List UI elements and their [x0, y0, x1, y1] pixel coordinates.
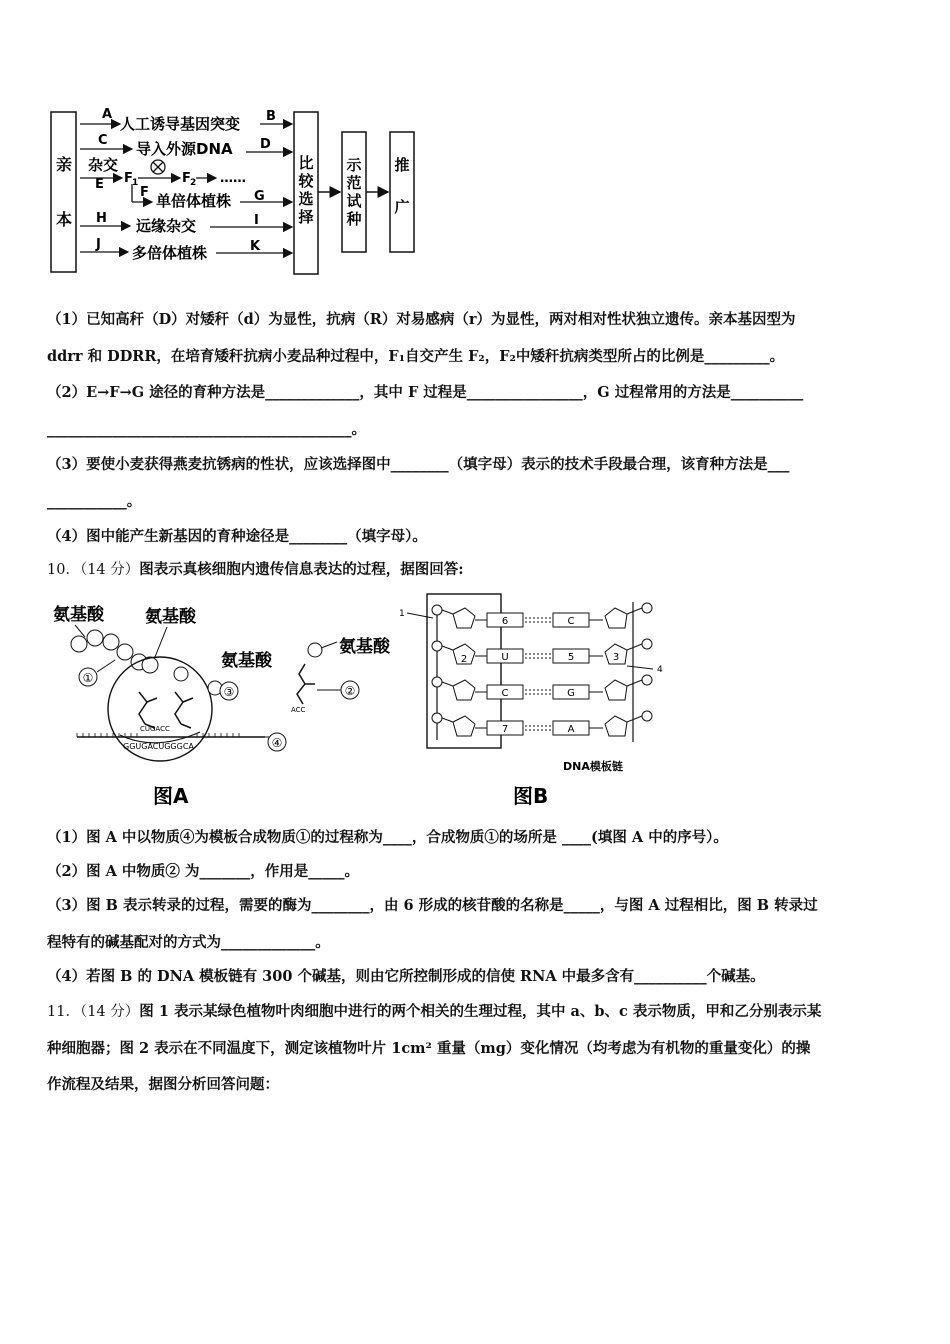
svg-text:推: 推 [394, 156, 410, 174]
svg-text:选: 选 [298, 190, 314, 208]
fig-b-right-phosphate [642, 603, 652, 613]
q11-number: 11． [47, 1004, 80, 1020]
fig-a-aa-label-4: 氨基酸 [339, 637, 390, 657]
svg-text:范: 范 [346, 174, 362, 192]
q9-part3-line2: ___________。 [47, 493, 142, 510]
svg-text:F: F [140, 185, 149, 200]
fig-b-right-phosphate [642, 639, 652, 649]
parent-box-text-1: 亲 [55, 155, 73, 174]
q10-part2: （2）图 A 中物质② 为_______，作用是_____。 [47, 863, 359, 880]
fig-b-right-phosphate [642, 711, 652, 721]
fig-b-left-sugar [453, 716, 475, 736]
fig-b-right-base: G [567, 688, 575, 699]
svg-text:人工诱导基因突变: 人工诱导基因突变 [120, 115, 241, 133]
svg-text:I: I [254, 213, 259, 228]
fig-b-left-phosphate [432, 605, 442, 615]
svg-text:B: B [266, 109, 276, 124]
fig-a-codon-text: CUGACC [140, 725, 170, 733]
fig-a-circle-1: ① [82, 671, 94, 685]
q9-part2-line2: __________________________________________。 [47, 421, 366, 438]
q9-part4: （4）图中能产生新基因的育种途径是________（填字母）。 [47, 528, 427, 545]
q9-part2-line1: （2）E→F→G 途径的育种方法是_____________，其中 F 过程是________________，G 过程常用的方法是__________ [47, 384, 804, 401]
fig-b-right-base: 5 [567, 652, 575, 663]
q10-header [47, 560, 907, 580]
svg-text:多倍体植株: 多倍体植株 [132, 244, 208, 262]
fig-b-right-phosphate [642, 675, 652, 685]
fig-b-label-4-pointer [627, 666, 653, 669]
fig-b-left-base: C [501, 688, 509, 699]
fig-b-right-link [627, 680, 642, 686]
parent-box-text-2: 本 [55, 210, 73, 229]
fig-b-right-base: C [567, 616, 575, 627]
fig-b-label-1: 1 [399, 609, 405, 619]
fig-b-right-sugar [605, 716, 627, 736]
q11-text-1: 图 1 表示某绿色植物叶肉细胞中进行的两个相关的生理过程，其中 a、b、c 表示物质，甲和乙分别表示某 [139, 1003, 822, 1020]
fig-a-aa-label-3: 氨基酸 [221, 651, 272, 671]
fig-b-left-phosphate [432, 677, 442, 687]
fig-b-right-sugar [605, 608, 627, 628]
q11-line3: 作流程及结果，据图分析回答问题： [47, 1076, 279, 1093]
fig-b-caption: 图B [513, 784, 549, 808]
fig-b-right-link [627, 644, 642, 650]
fig-b-ring-label-3: 3 [612, 652, 620, 663]
fig-b-strand-rows [432, 602, 653, 742]
figure-b [395, 592, 675, 817]
q11-line1 [47, 1002, 907, 1022]
q11-line2: 种细胞器；图 2 表示在不同温度下，测定该植物叶片 1cm² 重量（mg）变化情况（均考虑为有机物的重量变化）的操 [47, 1040, 811, 1057]
svg-text:H: H [96, 211, 107, 226]
q10-stem: 图表示真核细胞内遗传信息表达的过程，据图回答: [139, 561, 464, 578]
fig-a-circle-4: ④ [271, 736, 283, 750]
fig-b-left-link [442, 718, 453, 722]
fig-a-circle-3: ③ [223, 685, 235, 699]
q10-number: 10． [47, 562, 80, 578]
svg-text:远缘杂交: 远缘杂交 [136, 217, 197, 235]
svg-text:种: 种 [346, 210, 362, 228]
svg-text:……: …… [220, 171, 246, 186]
fig-b-left-phosphate [432, 641, 442, 651]
q9-part1-line2: ddrr 和 DDRR，在培育矮秆抗病小麦品种过程中，F₁自交产生 F₂，F₂中矮秆抗病类型所占的比例是_________。 [47, 348, 785, 365]
svg-text:试: 试 [346, 192, 362, 210]
figure-a [45, 592, 395, 817]
fig-b-left-base: U [501, 652, 509, 663]
fig-b-right-sugar [605, 680, 627, 700]
fig-b-right-link [627, 608, 642, 614]
promote-box [390, 132, 414, 252]
q10-score: （14 分） [79, 562, 140, 578]
fig-b-ring-label-2: 2 [460, 654, 468, 665]
svg-text:E: E [95, 177, 104, 192]
svg-text:择: 择 [298, 208, 314, 226]
fig-b-label-4: 4 [657, 665, 663, 675]
svg-text:杂交: 杂交 [88, 156, 119, 174]
fig-b-right-link [627, 716, 642, 722]
fig-b-left-base: 6 [501, 616, 509, 627]
fig-b-right-base: A [567, 724, 575, 735]
svg-text:D: D [260, 137, 271, 152]
svg-text:比: 比 [298, 154, 314, 172]
svg-text:导入外源DNA: 导入外源DNA [136, 140, 233, 158]
svg-text:示: 示 [346, 156, 362, 174]
fig-b-left-link [442, 682, 453, 686]
svg-text:较: 较 [298, 172, 314, 190]
q10-part1: （1）图 A 中以物质④为模板合成物质①的过程称为____，合成物质①的场所是 ____(填图 A 中的序号）。 [47, 829, 728, 846]
svg-text:C: C [98, 133, 108, 148]
fig-b-left-base: 7 [501, 724, 509, 735]
fig-b-left-sugar [453, 680, 475, 700]
fig-a-aa-label-2: 氨基酸 [145, 607, 196, 627]
fig-a-caption: 图A [153, 784, 189, 808]
q10-part3-line2: 程特有的碱基配对的方式为_____________。 [47, 934, 330, 951]
svg-text:2: 2 [190, 178, 197, 188]
q10-part3-line1: （3）图 B 表示转录的过程，需要的酶为________，由 6 形成的核苷酸的名称是_____，与图 A 过程相比，图 B 转录过 [47, 897, 818, 914]
q11-score: （14 分） [79, 1004, 140, 1020]
svg-text:J: J [96, 237, 101, 252]
fig-a-acc-text: ACC [291, 706, 306, 714]
fig-b-template-label: DNA模板链 [563, 760, 623, 773]
q9-part1-line1: （1）已知高秆（D）对矮秆（d）为显性，抗病（R）对易感病（r）为显性，两对相对性状独立遗传。亲本基因型为 [47, 311, 796, 328]
fig-a-aa-label-1: 氨基酸 [53, 605, 104, 625]
q10-part4: （4）若图 B 的 DNA 模板链有 300 个碱基，则由它所控制形成的信使 RNA 中最多含有__________个碱基。 [47, 968, 765, 985]
svg-text:F: F [124, 171, 133, 186]
svg-text:K: K [250, 239, 261, 254]
breeding-diagram [40, 100, 430, 280]
q9-part3-line1: （3）要使小麦获得燕麦抗锈病的性状，应该选择图中________（填字母）表示的技术手段最合理，该育种方法是___ [47, 456, 790, 473]
fig-a-mrna-text: GGUGACUGGGCA [123, 742, 194, 751]
fig-b-left-phosphate [432, 713, 442, 723]
fig-b-left-sugar [453, 608, 475, 628]
svg-text:G: G [254, 189, 265, 204]
fig-b-left-link [442, 646, 453, 650]
fig-b-left-link [442, 610, 453, 614]
svg-text:1: 1 [132, 178, 139, 188]
fig-a-circle-2: ② [344, 684, 356, 698]
svg-text:单倍体植株: 单倍体植株 [156, 192, 232, 210]
parent-box [51, 112, 76, 272]
svg-text:A: A [102, 107, 113, 122]
svg-text:广: 广 [394, 198, 410, 216]
svg-text:F: F [182, 171, 191, 186]
